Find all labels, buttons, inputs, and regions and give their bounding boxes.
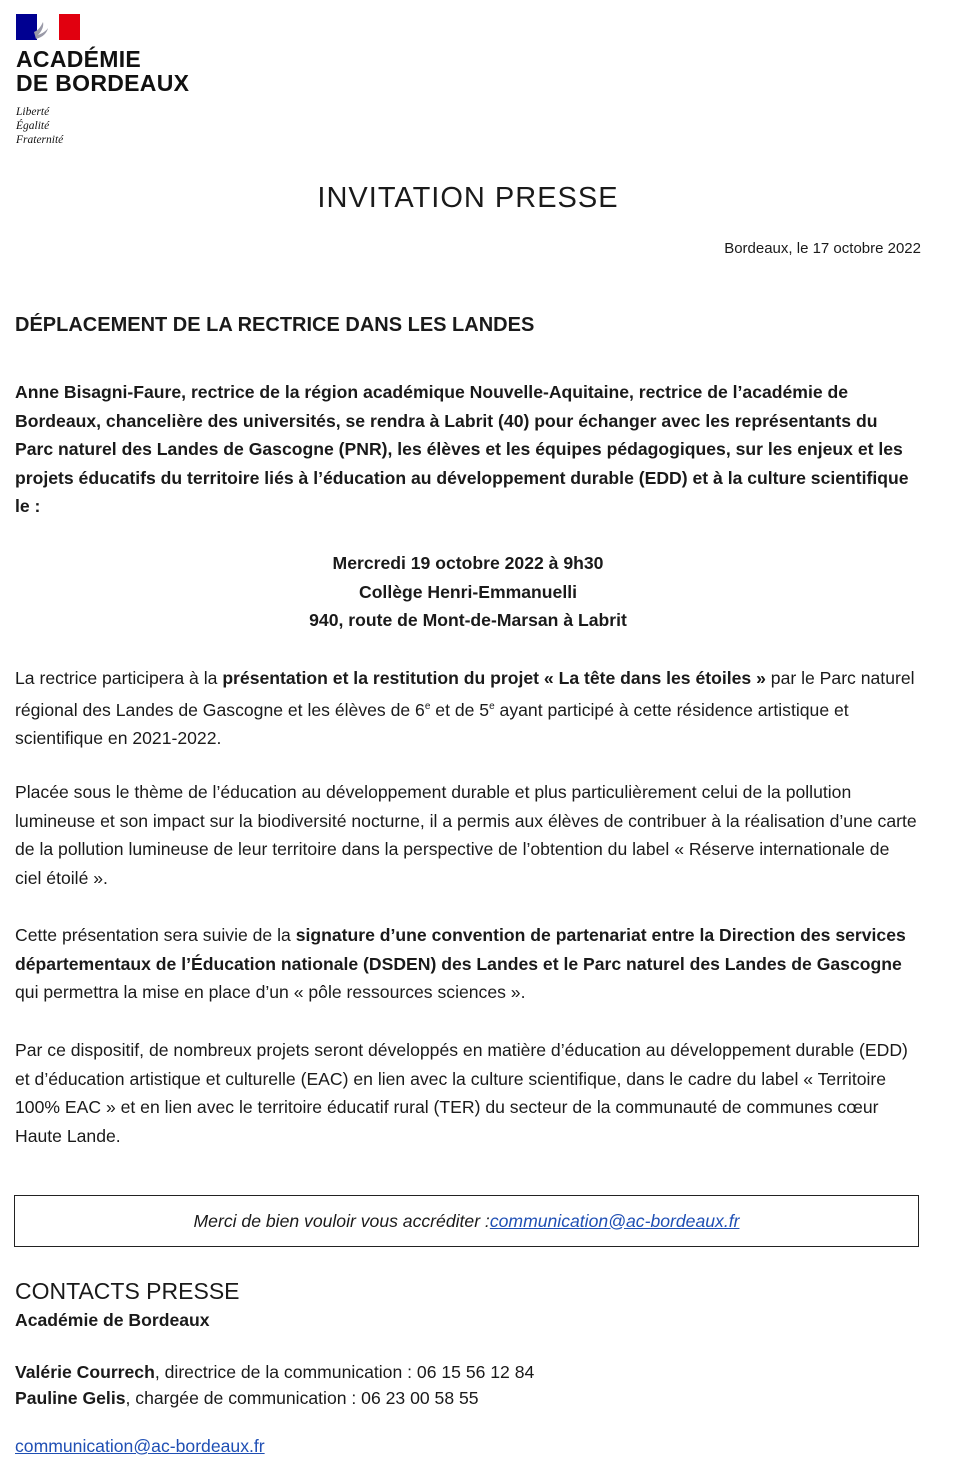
contact-person: Valérie Courrech, directrice de la communication : 06 15 56 12 84	[15, 1362, 535, 1382]
contact-person: Pauline Gelis, chargée de communication : 06 23 00 58 55	[15, 1388, 479, 1408]
brand-name: ACADÉMIE DE BORDEAUX	[16, 46, 190, 96]
accreditation-box	[14, 1195, 919, 1247]
projects-paragraph: Par ce dispositif, de nombreux projets seront développés en matière d’éducation au développement durable (EDD) et d’éducation artistique et culturelle (EAC) en lien avec la culture scientifique, dans le cadre du label « Territoire 100% EAC » et en lien avec le territoire éducatif rural (TER) du secteur de la communauté de communes cœur Haute Lande.	[15, 1040, 908, 1146]
project-paragraph: La rectrice participera à la présentation et la restitution du projet « La tête dans les étoiles » par le Parc naturel régional des Landes de Gascogne et les élèves de 6e et de 5e ayant participé à cette résidence artistique et scientifique en 2021-2022.	[15, 668, 915, 749]
release-date: Bordeaux, le 17 octobre 2022	[724, 240, 921, 257]
event-venue: Collège Henri-Emmanuelli	[358, 581, 577, 602]
convention-paragraph: Cette présentation sera suivie de la signature d’une convention de partenariat entre la Direction des services départementaux de l’Éducation nationale (DSDEN) des Landes et le Parc naturel des Landes de Gascogne qui permettra la mise en place d’un « pôle ressources sciences ».	[15, 925, 906, 1003]
contact-email-link[interactable]: communication@ac-bordeaux.fr	[15, 1436, 265, 1456]
republic-motto: Liberté Égalité Fraternité	[16, 106, 64, 146]
accreditation-email-link[interactable]: communication@ac-bordeaux.fr	[489, 1210, 740, 1231]
contacts-heading: CONTACTS PRESSE	[15, 1278, 240, 1304]
event-datetime: Mercredi 19 octobre 2022 à 9h30	[332, 553, 604, 573]
intro-paragraph: Anne Bisagni-Faure, rectrice de la région académique Nouvelle-Aquitaine, rectrice de l’académie de Bordeaux, chancelière des universités, se rendra à Labrit (40) pour échanger avec les représentants du Parc naturel des Landes de Gascogne (PNR), les élèves et les équipes pédagogiques, sur les enjeux et les projets éducatifs du territoire liés à l’éducation au développement durable (EDD) et à la culture scientifique le :	[15, 382, 909, 517]
contacts-organization: Académie de Bordeaux	[15, 1310, 210, 1330]
page-title: INVITATION PRESSE	[317, 182, 619, 214]
accreditation-text: Merci de bien vouloir vous accréditer :	[193, 1210, 490, 1231]
headline: DÉPLACEMENT DE LA RECTRICE DANS LES LANDES	[15, 314, 535, 336]
marianne-flag-icon	[16, 14, 80, 40]
event-address: 940, route de Mont-de-Marsan à Labrit	[309, 610, 627, 631]
event-details	[0, 549, 936, 635]
academie-logo	[16, 14, 236, 147]
theme-paragraph: Placée sous le thème de l’éducation au développement durable et plus particulièrement celui de la pollution lumineuse et son impact sur la biodiversité nocturne, il a permis aux élèves de contribuer à la réalisation d’une carte de la pollution lumineuse de leur territoire dans la perspective de l’obtention du label « Réserve internationale de ciel étoilé ».	[15, 782, 917, 888]
